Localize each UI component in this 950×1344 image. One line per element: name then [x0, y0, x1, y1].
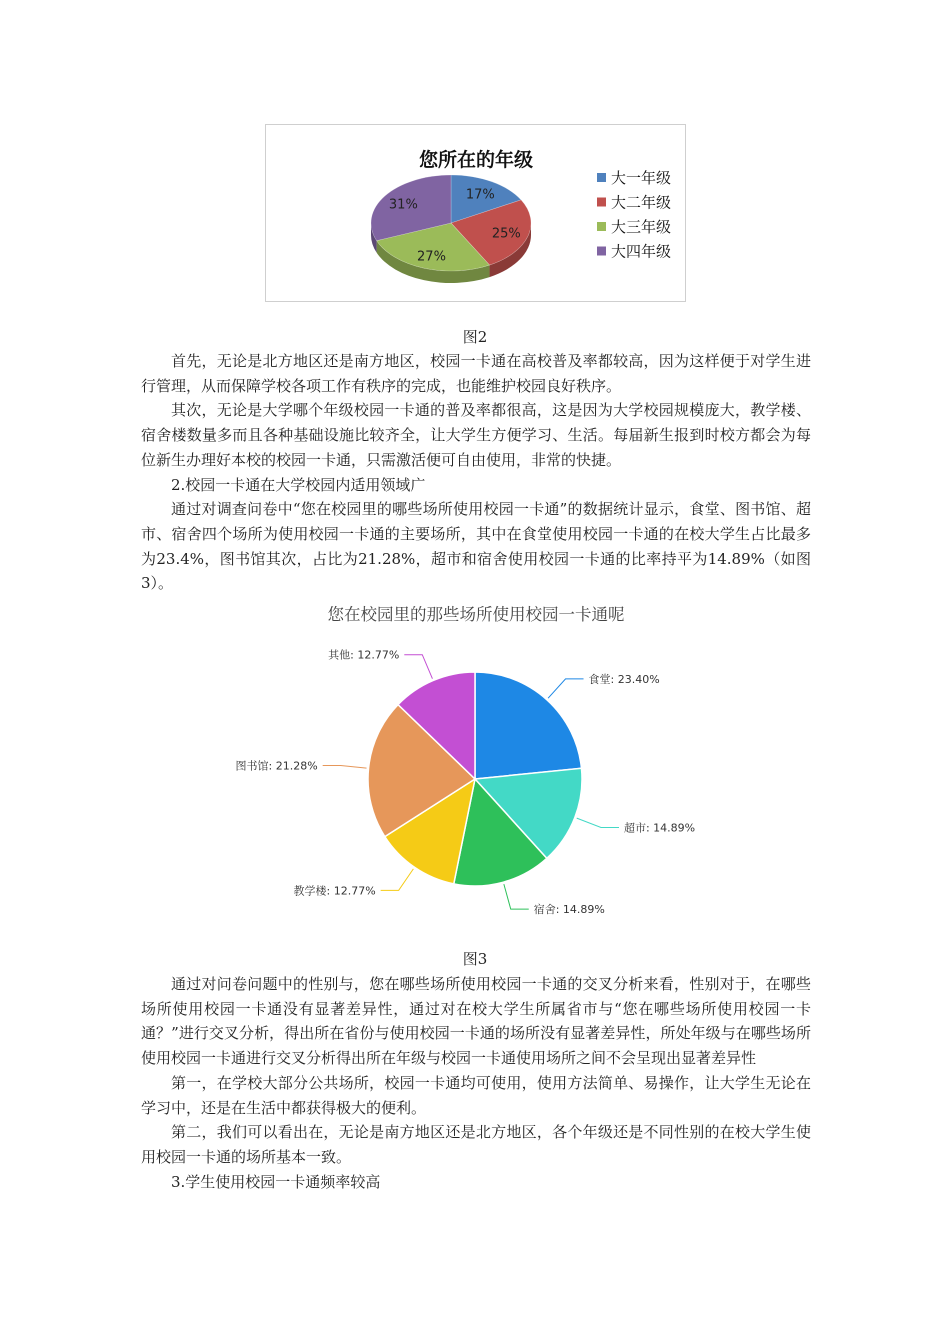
- legend-swatch: [597, 222, 606, 231]
- chart-title: 您在校园里的那些场所使用校园一卡通呢: [327, 605, 625, 624]
- figure3-caption: 图3: [462, 950, 488, 968]
- pie-data-label: 31%: [388, 197, 418, 213]
- legend-label: 大二年级: [611, 193, 672, 212]
- pie-leader-line: [323, 766, 367, 769]
- body-text-b: [141, 972, 811, 1194]
- section-heading: 3.学生使用校园一卡通频率较高: [171, 1172, 381, 1191]
- pie-data-label: 食堂: 23.40%: [588, 672, 660, 686]
- legend-label: 大三年级: [611, 218, 672, 236]
- pie-leader-line: [548, 679, 583, 698]
- paragraph: 首先，无论是北方地区还是南方地区，校园一卡通在高校普及率都较高，因为这样便于对学生进行管理，从而保障学校各项工作有秩序的完成，也能维护校园良好秩序。: [141, 352, 811, 395]
- chart-title: 您所在的年级: [418, 149, 534, 171]
- legend-label: 大一年级: [611, 169, 672, 187]
- pie-data-label: 25%: [491, 226, 521, 242]
- legend-swatch: [597, 247, 606, 256]
- paragraph: 通过对问卷问题中的性别与，您在哪些场所使用校园一卡通的交叉分析来看，性别对于，在哪些场所使用校园一卡通没有显著差异性，通过对在校大学生所属省市与“您在哪些场所使用校园一卡通？”进行交叉分析，得出所在省份与使用校园一卡通的场所没有显著差异性，所处年级与在哪些场所使用校园一卡通进行交叉分析得出所在年级与校园一卡通使用场所之间不会呈现出显著差异性: [141, 975, 811, 1068]
- pie-data-label: 其他: 12.77%: [328, 648, 400, 662]
- pie-slice-食堂: [475, 672, 581, 779]
- paragraph: 第一，在学校大部分公共场所，校园一卡通均可使用，使用方法简单、易操作，让大学生无论在学习中，还是在生活中都获得极大的便利。: [141, 1073, 811, 1117]
- paragraph: 通过对调查问卷中“您在校园里的哪些场所使用校园一卡通”的数据统计显示，食堂、图书馆、超市、宿舍四个场所为使用校园一卡通的主要场所，其中在食堂使用校园一卡通的在校大学生占比最多为23.4%，图书馆其次，占比为21.28%，超市和宿舍使用校园一卡通的比率持平为14.89%（如图3）。: [141, 500, 811, 593]
- pie-leader-line: [504, 884, 529, 909]
- location-pie-svg: [141, 598, 811, 938]
- pie-data-label: 27%: [417, 249, 446, 265]
- legend-swatch: [597, 198, 606, 207]
- location-pie-chart: [141, 598, 811, 938]
- legend-label: 大四年级: [611, 242, 672, 261]
- figure2-caption: 图2: [462, 328, 488, 346]
- body-text-a: [141, 349, 811, 596]
- pie-data-label: 宿舍: 14.89%: [533, 903, 605, 917]
- pie-data-label: 图书馆: 21.28%: [235, 759, 318, 773]
- grade-pie-chart: [265, 124, 686, 302]
- pie-leader-line: [381, 869, 414, 890]
- legend-swatch: [597, 173, 606, 182]
- pie-leader-line: [404, 655, 432, 679]
- paragraph: 第二，我们可以看出在，无论是南方地区还是北方地区，各个年级还是不同性别的在校大学生使用校园一卡通的场所基本一致。: [141, 1123, 811, 1166]
- grade-pie-svg: [266, 125, 685, 301]
- section-heading: 2.校园一卡通在大学校园内适用领域广: [171, 475, 426, 494]
- pie-data-label: 17%: [465, 187, 495, 203]
- pie-data-label: 教学楼: 12.77%: [293, 884, 376, 898]
- pie-leader-line: [577, 818, 619, 827]
- paragraph: 其次，无论是大学哪个年级校园一卡通的普及率都很高，这是因为大学校园规模庞大，教学楼、宿舍楼数量多而且各种基础设施比较齐全，让大学生方便学习、生活。每届新生报到时校方都会为每位新生办理好本校的校园一卡通，只需激活便可自由使用，非常的快捷。: [141, 401, 811, 469]
- pie-data-label: 超市: 14.89%: [623, 821, 696, 835]
